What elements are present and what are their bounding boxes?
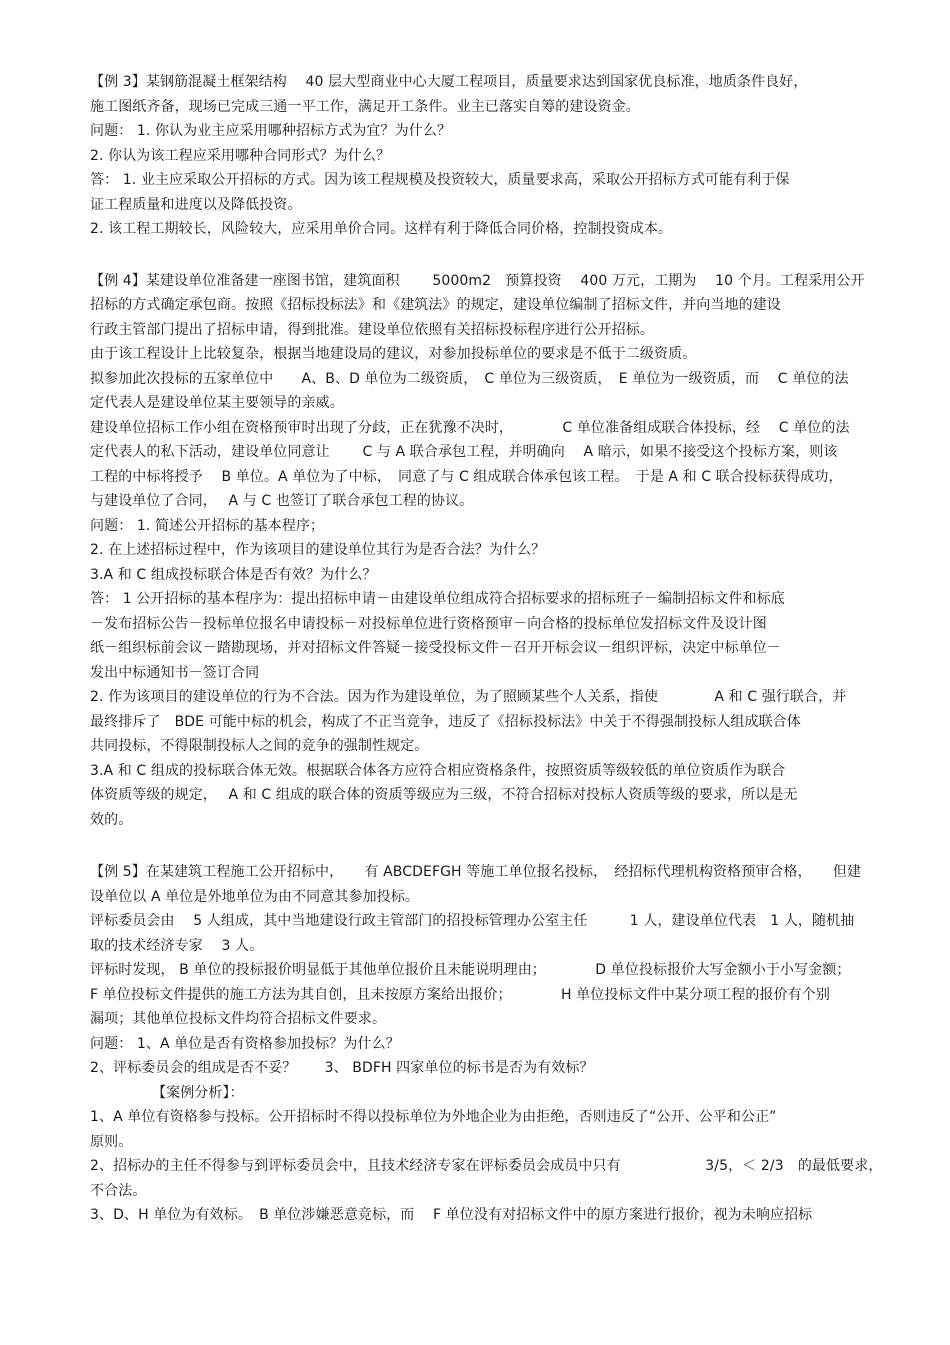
- example-3-section: [90, 70, 910, 242]
- answer-line: 2、招标办的主任不得参与到评标委员会中，且技术经济专家在评标委员会成员中只有 3/5，＜ 2/3 的最低要求，: [90, 1158, 883, 1174]
- answer-line: 不合法。: [90, 1182, 147, 1199]
- text-line: 定代表人的私下活动，建设单位同意让 C 与 A 联合承包工程，并明确向 A 暗示，如果不接受这个投标方案，则该: [90, 444, 838, 460]
- answer-line: 体资质等级的规定， A 和 C 组成的联合体的资质等级应为三级，不符合招标对投标人资质等级的要求，所以是无: [90, 787, 798, 803]
- example-4-heading-line: 【例 4】某建设单位准备建一座图书馆，建筑面积 5000m2 预算投资 400 万元，工期为 10 个月。工程采用公开: [90, 272, 865, 289]
- answer-line: 1、A 单位有资格参与投标。公开招标时不得以投标单位为外地企业为由拒绝，否则违反了“公开、公平和公正”: [90, 1109, 777, 1125]
- text-line: 施工图纸齐备，现场已完成三通一平工作，满足开工条件。业主已落实自筹的建设资金。: [90, 98, 640, 115]
- answer-line: 原则。: [90, 1133, 133, 1150]
- question-line: 问题： 1. 简述公开招标的基本程序；: [90, 517, 325, 534]
- answer-line: 纸－组织标前会议－踏勘现场，并对招标文件答疑－接受投标文件－召开开标会议－组织评标，决定中标单位－: [90, 640, 781, 656]
- answer-line: 共同投标，不得限制投标人之间的竞争的强制性规定。: [90, 738, 429, 754]
- text-line: 建设单位招标工作小组在资格预审时出现了分歧，正在犹豫不决时， C 单位准备组成联合体投标，经 C 单位的法: [90, 419, 850, 436]
- example-5-heading-line: 【例 5】在某建筑工程施工公开招标中， 有 ABCDEFGH 等施工单位报名投标， 经招标代理机构资格预审合格， 但建: [90, 864, 862, 880]
- question-line: 2、评标委员会的组成是否不妥？ 3、 BDFH 四家单位的标书是否为有效标？: [90, 1060, 594, 1076]
- answer-line: 答： 1 公开招标的基本程序为：提出招标申请－由建设单位组成符合招标要求的招标班子－编制招标文件和标底: [90, 591, 785, 607]
- answer-line: －发布招标公告－投标单位报名申请投标－对投标单位进行资格预审－向合格的投标单位发招标文件及设计图: [90, 615, 767, 632]
- answer-line: 答： 1. 业主应采取公开招标的方式。因为该工程规模及投资较大，质量要求高，采取公开招标方式可能有利于保: [90, 172, 790, 188]
- answer-line: 效的。: [90, 811, 133, 828]
- example-3-heading-line: 【例 3】某钢筋混凝土框架结构 40 层大型商业中心大厦工程项目，质量要求达到国家优良标准，地质条件良好，: [90, 74, 808, 90]
- answer-line: 发出中标通知书－签订合同: [90, 664, 260, 681]
- text-line: 与建设单位了合同， A 与 C 也签订了联合承包工程的协议。: [90, 493, 474, 509]
- text-line: 由于该工程设计上比较复杂，根据当地建设局的建议，对参加投标单位的要求是不低于二级资质。: [90, 346, 697, 362]
- question-line: 2. 在上述招标过程中，作为该项目的建设单位其行为是否合法？为什么？: [90, 542, 546, 558]
- text-line: F 单位投标文件提供的施工方法为其自创，且未按原方案给出报价； H 单位投标文件中某分项工程的报价有个别: [90, 986, 830, 1003]
- text-line: 定代表人是建设单位某主要领导的亲威。: [90, 395, 344, 411]
- example-5-section: [90, 860, 910, 1228]
- answer-line: 最终排斥了 BDE 可能中标的机会，构成了不正当竞争，违反了《招标投标法》中关于不得强制投标人组成联合体: [90, 713, 801, 730]
- answer-line: 3.A 和 C 组成的投标联合体无效。根据联合体各方应符合相应资格条件，按照资质等级较低的单位资质作为联合: [90, 762, 786, 779]
- answer-line: 2. 作为该项目的建设单位的行为不合法。因为作为建设单位，为了照顾某些个人关系，指使 A 和 C 强行联合，并: [90, 689, 847, 705]
- section-spacer: [90, 832, 910, 860]
- document-page: [90, 70, 910, 1228]
- text-line: 漏项；其他单位投标文件均符合招标文件要求。: [90, 1011, 387, 1027]
- text-line: 招标的方式确定承包商。按照《招标投标法》和《建筑法》的规定，建设单位编制了招标文件，并向当地的建设: [90, 297, 781, 313]
- answer-line: 2. 该工程工期较长，风险较大，应采用单价合同。这样有利于降低合同价格，控制投资成本。: [90, 221, 673, 237]
- text-line: 行政主管部门提出了招标申请，得到批准。建设单位依照有关招标投标程序进行公开招标。: [90, 321, 654, 338]
- question-line: 问题： 1. 你认为业主应采用哪种招标方式为宜？为什么？: [90, 123, 452, 139]
- answer-line: 证工程质量和进度以及降低投资。: [90, 196, 302, 213]
- question-line: 3.A 和 C 组成投标联合体是否有效？为什么？: [90, 566, 377, 583]
- question-line: 2. 你认为该工程应采用哪种合同形式？为什么？: [90, 147, 391, 164]
- text-line: 工程的中标将授予 B 单位。A 单位为了中标， 同意了与 C 组成联合体承包该工程。 于是 A 和 C 联合投标获得成功，: [90, 468, 843, 485]
- text-line: 评标委员会由 5 人组成，其中当地建设行政主管部门的招投标管理办公室主任 1 人，建设单位代表 1 人，随机抽: [90, 913, 855, 929]
- question-line: 问题： 1、A 单位是否有资格参加投标？为什么？: [90, 1035, 400, 1052]
- text-line: 评标时发现， B 单位的投标报价明显低于其他单位报价且未能说明理由； D 单位投标报价大写金额小于小写金额；: [90, 962, 851, 978]
- example-4-section: [90, 269, 910, 833]
- case-analysis-heading: 【案例分析】：: [152, 1084, 244, 1101]
- section-spacer: [90, 242, 910, 269]
- text-line: 设单位以 A 单位是外地单位为由不同意其参加投标。: [90, 888, 419, 905]
- answer-line: 3、D、H 单位为有效标。 B 单位涉嫌恶意竞标，而 F 单位没有对招标文件中的原方案进行报价，视为未响应招标: [90, 1207, 813, 1223]
- text-line: 拟参加此次投标的五家单位中 A、B、D 单位为二级资质， C 单位为三级资质， E 单位为一级资质，而 C 单位的法: [90, 370, 849, 387]
- text-line: 取的技术经济专家 3 人。: [90, 937, 264, 954]
